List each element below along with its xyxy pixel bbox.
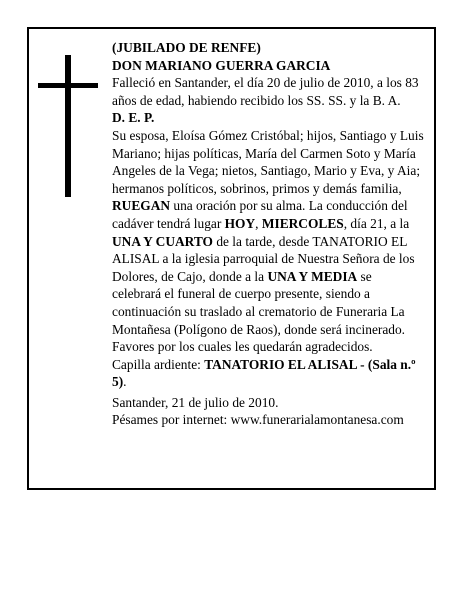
death-notice: Falleció en Santander, el día 20 de julio de 2010, a los 83 años de edad, habiendo recibido los SS. SS. y la B. A. (112, 75, 419, 108)
subtitle: (JUBILADO DE RENFE) (112, 40, 261, 55)
deceased-name: DON MARIANO GUERRA GARCIA (112, 57, 331, 73)
cross-icon (65, 55, 71, 197)
condolences-web: Pésames por internet: www.funerarialamontanesa.com (112, 412, 404, 428)
chapel-info: Capilla ardiente: TANATORIO EL ALISAL - (Sala n.º 5). (112, 356, 416, 390)
cross-icon-bar (38, 83, 98, 88)
dep-label: D. E. P. (112, 110, 155, 126)
funeral-details: RUEGAN una oración por su alma. La conducción del cadáver tendrá lugar HOY, MIERCOLES, día 21, a la UNA Y CUARTO de la tarde, desde TANATORIO EL ALISAL a la iglesia parroquial de Nuestra Señora de los Dolores, de Cajo, donde a la UNA Y MEDIA se celebrará el funeral de cuerpo presente, siendo a continuación su traslado al crematorio de Funeraria La Montañesa (Polígono de Raos), donde será incinerado. Favores por los cuales les quedarán agradecidos. (112, 198, 415, 355)
family-list: Su esposa, Eloísa Gómez Cristóbal; hijos, Santiago y Luis Mariano; hijas políticas, María del Carmen Soto y María Angeles de la Vega; nietos, Santiago, Mario y Eva, y Aia; hermanos políticos, sobrinos, primos y demás familia, (112, 127, 424, 196)
obituary-text (112, 39, 424, 429)
notice-date: Santander, 21 de julio de 2010. (112, 394, 279, 410)
